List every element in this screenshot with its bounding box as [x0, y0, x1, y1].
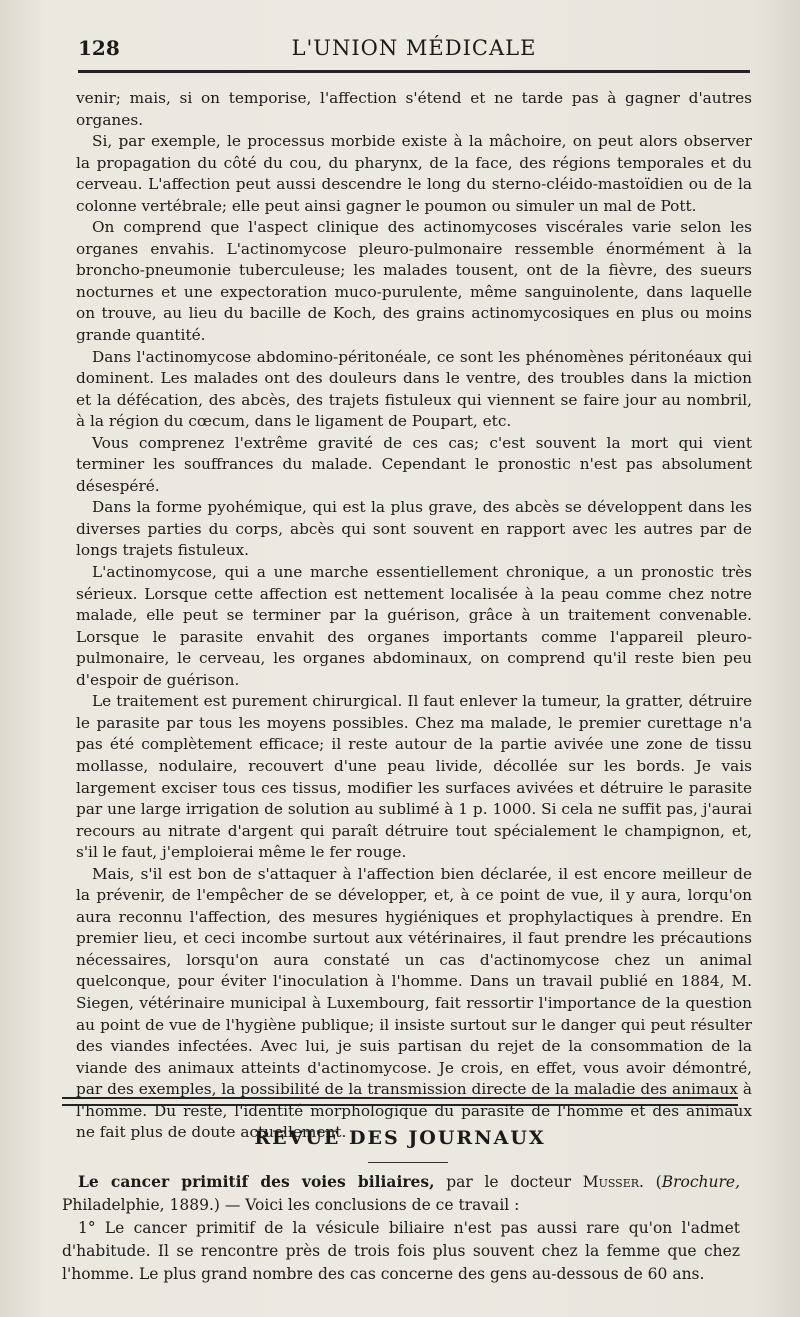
review-source: Brochure, [661, 1173, 741, 1191]
review-source-rest: Philadelphie, 1889.) — Voici les conclusions de ce travail : [62, 1196, 520, 1214]
page-number: 128 [78, 36, 120, 60]
running-title: L'UNION MÉDICALE [291, 36, 537, 60]
paragraph: L'actinomycose, qui a une marche essentiellement chronique, a un pronostic très sérieux. Lorsque cette affection est nettement localisée à la peau comme chez notre malade, elle peut se terminer par la guérison, grâce à un traitement convenable. Lorsque le parasite envahit des organes importants comme l'appareil pleuro-pulmonaire, le cerveau, les organes abdominaux, on comprend qu'il reste bien peu d'espoir de guérison. [76, 563, 752, 689]
section-divider [62, 1097, 738, 1106]
review-author: Musser. [582, 1173, 644, 1191]
paragraph: Dans l'actinomycose abdomino-péritonéale, ce sont les phénomènes péritonéaux qui dominent. Les malades ont des douleurs dans le ventre, des troubles dans la miction et la défécation, des abcès, des trajets fistuleux qui viennent se faire jour au nombril, à la région du cœcum, dans le ligament de Poupart, etc. [76, 347, 752, 431]
section-title: REVUE DES JOURNAUX [254, 1127, 546, 1149]
paragraph: Vous comprenez l'extrême gravité de ces cas; c'est souvent la mort qui vient terminer les souffrances du malade. Cependant le pronostic n'est pas absolument désespéré. [76, 433, 752, 495]
review-source-open: ( [643, 1173, 662, 1191]
paragraph: Le traitement est purement chirurgical. Il faut enlever la tumeur, la gratter, détruire le parasite par tous les moyens possibles. Chez ma malade, le premier curettage n'a pas été complètement efficace; il reste autour de la partie avivée une zone de tissu mollasse, nodulaire, recouvert d'une peau livide, décollée sur les bords. Je vais largement exciser tous ces tissus, modifier les surfaces avivées et détruire le parasite par une large irrigation de solution au sublimé à 1 p. 1000. Si cela ne suffit pas, j'aurai recours au nitrate d'argent qui paraît détruire tout spécialement le champignon, et, s'il le faut, j'emploierai même le fer rouge. [76, 692, 752, 862]
review-by: par le docteur [434, 1173, 583, 1191]
paragraph: Mais, s'il est bon de s'attaquer à l'affection bien déclarée, il est encore meilleur de la prévenir, de l'empêcher de se développer, et, à ce point de vue, il y aura, lorqu'on aura reconnu l'affection, des mesures hygiéniques et prophylactiques à prendre. En premier lieu, et ceci incombe surtout aux vétérinaires, il faut prendre les précautions nécessaires, lorsqu'on aura constaté un cas d'actinomycose chez un animal quelconque, pour éviter l'inoculation à l'homme. Dans un travail publié en 1884, M. Siegen, vétérinaire municipal à Luxembourg, fait ressortir l'importance de la question au point de vue de l'hygiène publique; il insiste surtout sur le danger qui peut résulter des viandes infectées. Avec lui, je suis partisan du rejet de la consommation de la viande des animaux atteints d'actinomycose. Je crois, en effet, vous avoir démontré, par des exemples, la possibilité de la transmission directe de la maladie des animaux à l'homme. Du reste, l'identité morphologique du parasite de l'homme et des animaux ne fait plus de doute actuellement. [76, 864, 752, 1142]
header-rule [78, 70, 750, 73]
article-body [76, 88, 752, 1144]
paragraph: Dans la forme pyohémique, qui est la plus grave, des abcès se développent dans les diverses parties du corps, abcès qui sont souvent en rapport avec les autres par de longs trajets fistuleux. [76, 498, 752, 560]
paragraph: Si, par exemple, le processus morbide existe à la mâchoire, on peut alors observer la propagation du côté du cou, du pharynx, de la face, des régions temporales et du cerveau. L'affection peut aussi descendre le long du sterno-cléido-mastoïdien ou de la colonne vertébrale; elle peut ainsi gagner le poumon ou simuler un mal de Pott. [76, 132, 752, 215]
review-item: 1° Le cancer primitif de la vésicule biliaire n'est pas aussi rare qu'on l'admet d'habitude. Il se rencontre près de trois fois plus souvent chez la femme que chez l'homme. Le plus grand nombre des cas concerne des gens au-dessous de 60 ans. [62, 1219, 740, 1283]
review-article-title: Le cancer primitif des voies biliaires, [78, 1172, 435, 1191]
paragraph: venir; mais, si on temporise, l'affection s'étend et ne tarde pas à gagner d'autres organes. [76, 89, 752, 129]
title-underline [368, 1162, 448, 1163]
review-heading [62, 1170, 740, 1217]
page-header [78, 34, 750, 64]
paragraph: On comprend que l'aspect clinique des actinomycoses viscérales varie selon les organes envahis. L'actinomycose pleuro-pulmonaire ressemble énormément à la broncho-pneumonie tuberculeuse; les malades tousent, ont de la fièvre, des sueurs nocturnes et une expectoration muco-purulente, même sanguinolente, dans laquelle on trouve, au lieu du bacille de Koch, des grains actinomycosiques en plus ou moins grande quantité. [76, 218, 752, 345]
review-entry [62, 1170, 740, 1286]
